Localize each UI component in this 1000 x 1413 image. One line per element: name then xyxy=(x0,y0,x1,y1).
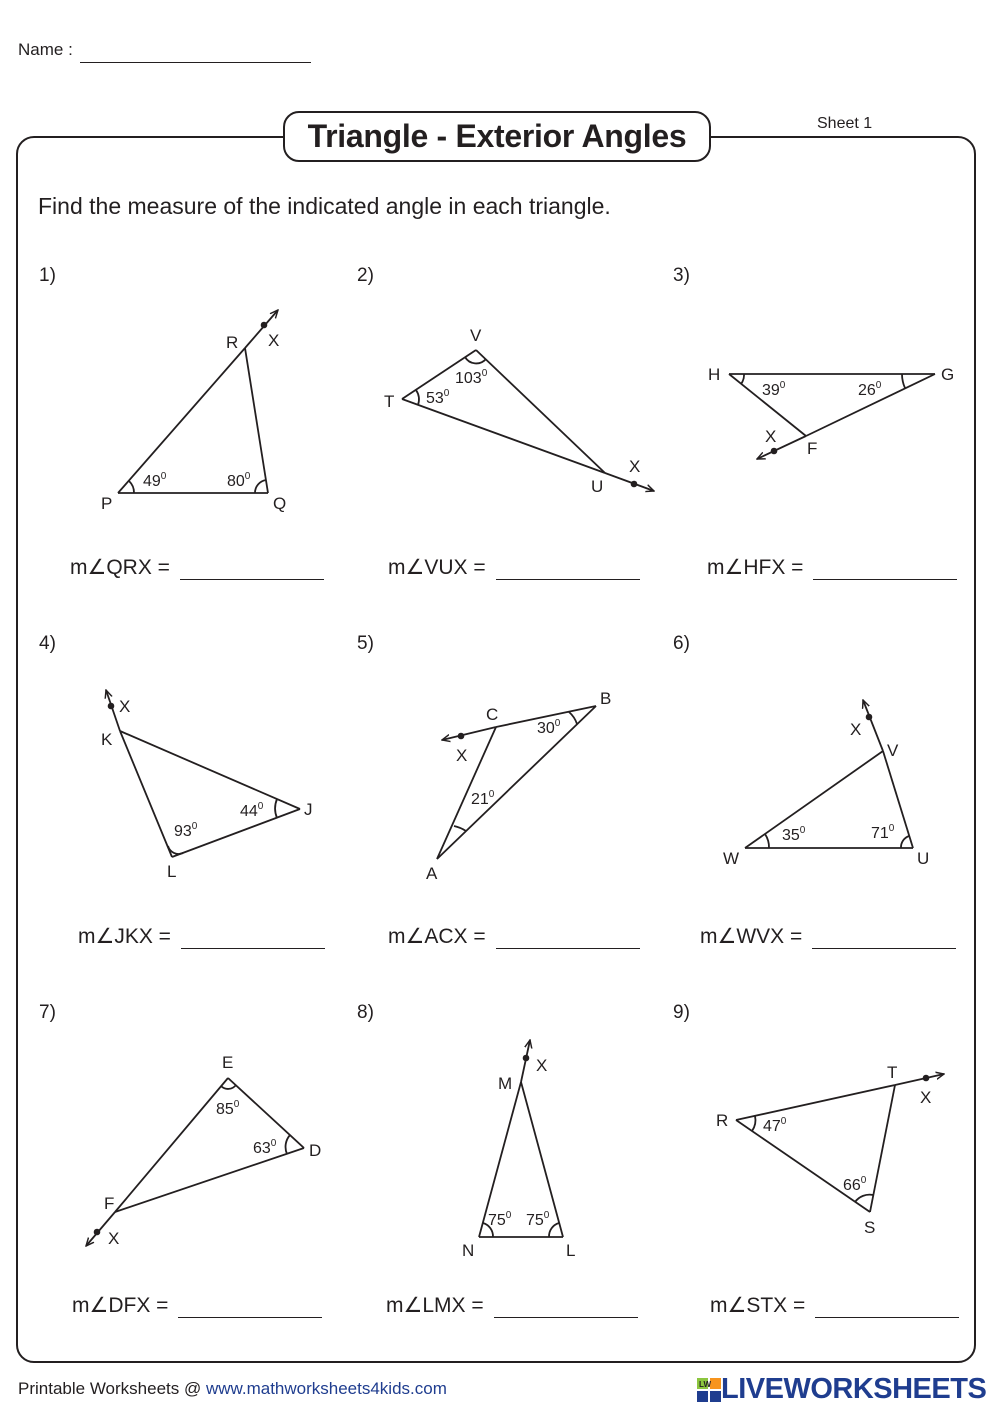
triangle-lmn xyxy=(479,1040,563,1237)
name-label: Name : xyxy=(18,40,73,59)
vertex-label: R xyxy=(226,333,239,352)
vertex-label: C xyxy=(486,705,499,724)
vertex-label: X xyxy=(456,746,468,765)
answer-row-6 xyxy=(700,924,956,949)
brand-logo[interactable] xyxy=(697,1373,986,1406)
problem-5-number: 5) xyxy=(357,633,374,654)
vertex-label: R xyxy=(716,1111,729,1130)
problem-2-number: 2) xyxy=(357,265,374,286)
triangle-pqr xyxy=(118,310,278,493)
angle-measure: $80^0$ xyxy=(227,471,251,490)
vertex-label: F xyxy=(104,1194,115,1213)
vertex-label: N xyxy=(462,1241,475,1260)
footer-credit xyxy=(18,1379,447,1399)
triangle-tuv xyxy=(402,350,654,491)
angle-measure: $71^0$ xyxy=(871,823,895,842)
answer-label: m∠WVX = xyxy=(700,925,803,948)
sheet-label: Sheet 1 xyxy=(817,115,873,132)
problem-4-number: 4) xyxy=(39,633,56,654)
angle-measure: $26^0$ xyxy=(858,380,882,399)
angle-measure: $85^0$ xyxy=(216,1099,240,1118)
angle-measure: $39^0$ xyxy=(762,380,786,399)
problem-3-number: 3) xyxy=(673,265,690,286)
vertex-label: J xyxy=(304,800,313,819)
worksheet-title: Triangle - Exterior Angles xyxy=(283,111,711,162)
answer-label: m∠ACX = xyxy=(388,925,486,948)
vertex-label: U xyxy=(917,849,930,868)
angle-measure: $49^0$ xyxy=(143,471,167,490)
vertex-label: D xyxy=(309,1141,322,1160)
vertex-label: T xyxy=(384,392,395,411)
answer-label: m∠VUX = xyxy=(388,556,486,579)
answer-label: m∠HFX = xyxy=(707,556,804,579)
instructions: Find the measure of the indicated angle in each triangle. xyxy=(38,193,611,219)
vertex-label: K xyxy=(101,730,113,749)
answer-input-6[interactable] xyxy=(812,926,956,949)
vertex-label: X xyxy=(765,427,777,446)
answer-label: m∠JKX = xyxy=(78,925,171,948)
answer-input-7[interactable] xyxy=(178,1295,322,1318)
triangle-abc xyxy=(437,706,596,859)
triangle-def xyxy=(86,1078,304,1246)
vertex-label: V xyxy=(887,741,899,760)
answer-label: m∠QRX = xyxy=(70,556,170,579)
vertex-label: P xyxy=(101,494,113,513)
vertex-label: M xyxy=(498,1074,513,1093)
angle-measure: $75^0$ xyxy=(488,1210,512,1229)
vertex-label: F xyxy=(807,439,818,458)
angle-measure: $103^0$ xyxy=(455,368,488,387)
vertex-label: Q xyxy=(273,494,287,513)
angle-measure: $53^0$ xyxy=(426,388,450,407)
answer-row-4 xyxy=(78,924,325,949)
vertex-label: X xyxy=(850,720,862,739)
vertex-label: L xyxy=(167,862,177,881)
vertex-label: X xyxy=(268,331,280,350)
vertex-label: X xyxy=(629,457,641,476)
vertex-label: G xyxy=(941,365,955,384)
angle-measure: $44^0$ xyxy=(240,801,264,820)
vertex-label: L xyxy=(566,1241,576,1260)
answer-input-5[interactable] xyxy=(496,926,640,949)
angle-measure: $66^0$ xyxy=(843,1175,867,1194)
answer-input-4[interactable] xyxy=(181,926,325,949)
angle-measure: $30^0$ xyxy=(537,718,561,737)
triangle-fgh xyxy=(729,374,935,459)
angle-measure: $63^0$ xyxy=(253,1138,277,1157)
problem-6-number: 6) xyxy=(673,633,690,654)
brand-name: LIVEWORKSHEETS xyxy=(721,1373,987,1405)
answer-input-1[interactable] xyxy=(180,557,324,580)
answer-row-3 xyxy=(707,555,957,580)
vertex-label: B xyxy=(600,689,612,708)
liveworksheets-logo-icon xyxy=(697,1378,721,1402)
vertex-label: E xyxy=(222,1053,234,1072)
angle-measure: $93^0$ xyxy=(174,821,198,840)
answer-row-9 xyxy=(710,1293,959,1318)
angle-measure: $47^0$ xyxy=(763,1116,787,1135)
answer-row-2 xyxy=(388,555,640,580)
answer-label: m∠STX = xyxy=(710,1294,806,1317)
answer-row-7 xyxy=(72,1293,322,1318)
angle-measure: $35^0$ xyxy=(782,825,806,844)
answer-label: m∠DFX = xyxy=(72,1294,169,1317)
answer-label: m∠LMX = xyxy=(386,1294,484,1317)
problem-8-number: 8) xyxy=(357,1002,374,1023)
footer-link[interactable]: www.mathworksheets4kids.com xyxy=(205,1379,447,1398)
vertex-label: A xyxy=(426,864,438,883)
vertex-label: X xyxy=(536,1056,548,1075)
triangle-rst xyxy=(736,1074,944,1212)
problem-7-number: 7) xyxy=(39,1002,56,1023)
vertex-label: X xyxy=(920,1088,932,1107)
answer-input-3[interactable] xyxy=(813,557,957,580)
problem-9-number: 9) xyxy=(673,1002,690,1023)
angle-measure: $75^0$ xyxy=(526,1210,550,1229)
svg-text:LW: LW xyxy=(699,1379,711,1389)
answer-row-1 xyxy=(70,555,324,580)
answer-input-8[interactable] xyxy=(494,1295,638,1318)
vertex-label: W xyxy=(723,849,740,868)
vertex-label: X xyxy=(119,697,131,716)
vertex-label: X xyxy=(108,1229,120,1248)
footer-prefix: Printable Worksheets @ xyxy=(18,1379,206,1398)
triangle-jkl xyxy=(106,690,300,857)
vertex-label: H xyxy=(708,365,721,384)
vertex-label: T xyxy=(887,1063,898,1082)
problem-1-number: 1) xyxy=(39,265,56,286)
answer-row-5 xyxy=(388,924,640,949)
answer-input-9[interactable] xyxy=(815,1295,959,1318)
angle-measure: $21^0$ xyxy=(471,789,495,808)
vertex-label: U xyxy=(591,477,604,496)
vertex-label: V xyxy=(470,326,482,345)
answer-input-2[interactable] xyxy=(496,557,640,580)
answer-row-8 xyxy=(386,1293,638,1318)
vertex-label: S xyxy=(864,1218,876,1237)
